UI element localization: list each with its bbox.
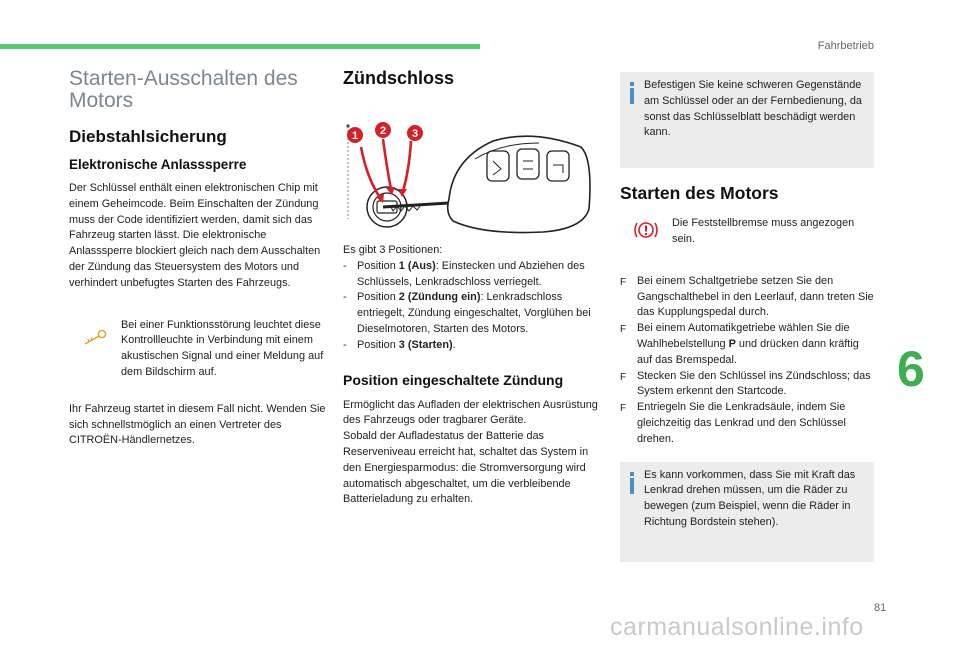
- subsection-ignition-on: Position eingeschaltete Zündung: [343, 371, 564, 388]
- start-steps-list: [620, 274, 874, 448]
- position-item: - Position 1 (Aus): Einstecken und Abziehen des Schlüssels, Lenkradschloss verriegelt.: [343, 259, 585, 288]
- column-ignition: [343, 68, 608, 508]
- page-number: 81: [874, 602, 887, 614]
- ignition-on-paragraph-2: Sobald der Aufladestatus der Batterie das Reserveniveau erreicht hat, schaltet das System in den Energiesparmodus: die Stromversorgung wird automatisch abgeschaltet, um die verbleibende Batterieladung zu erhalten.: [343, 430, 589, 506]
- parking-brake-icon: [620, 216, 672, 241]
- list-item: F Stecken Sie den Schlüssel ins Zündschloss; das System erkennt den Startcode.: [620, 369, 871, 398]
- info-key-weight-text: Befestigen Sie keine schweren Gegenstände am Schlüssel oder an der Fernbedienung, da sonst das Schlüsselblatt beschädigt werden kann.: [644, 79, 862, 139]
- page-title: Starten-Ausschalten des Motors: [69, 67, 298, 112]
- warning-lamp-text: Bei einer Funktionsstörung leuchtet diese Kontrollleuchte in Verbindung mit einem akustischen Signal und einer Meldung auf dem Bildschirm auf.: [121, 318, 324, 378]
- info-steering-force-text: Es kann vorkommen, dass Sie mit Kraft das Lenkrad drehen müssen, um die Räder zu bewegen (zum Beispiel, wenn die Räder in Richtung Bordstein stehen).: [644, 468, 856, 528]
- list-item: F Bei einem Automatikgetriebe wählen Sie die Wahlhebelstellung P und drücken dann kräftig auf das Bremspedal.: [620, 322, 859, 366]
- warning-lamp-note: [69, 318, 329, 381]
- subsection-immobiliser: Elektronische Anlasssperre: [69, 157, 247, 172]
- watermark: carmanualsonline.info: [610, 613, 864, 641]
- info-icon: [620, 468, 644, 531]
- ignition-on-paragraph-1: Ermöglicht das Aufladen der elektrischen Ausrüstung des Fahrzeugs oder tragbarer Geräte.: [343, 398, 598, 427]
- chapter-label: Fahrbetrieb: [817, 40, 874, 52]
- section-starting-engine: Starten des Motors: [620, 183, 779, 204]
- positions-list: [343, 259, 608, 354]
- position-item: - Position 3 (Starten).: [343, 338, 456, 351]
- figure-label-2: 2: [379, 125, 387, 137]
- position-item: - Position 2 (Zündung ein): Lenkradschloss entriegelt, Zündung eingeschaltet, Vorglühen bei Dieselmotoren, Starten des Motors.: [343, 291, 591, 335]
- figure-label-1: 1: [351, 130, 359, 142]
- info-box-key-weight: [620, 72, 874, 168]
- parking-brake-note: [620, 216, 874, 248]
- figure-label-3: 3: [411, 128, 419, 140]
- key-warning-icon: [69, 318, 121, 346]
- section-anti-theft: Diebstahlsicherung: [69, 127, 227, 146]
- header-accent-bar: [0, 44, 480, 49]
- parking-brake-text: Die Feststellbremse muss angezogen sein.: [672, 217, 855, 245]
- chapter-number: 6: [897, 341, 925, 397]
- info-icon: [620, 78, 644, 141]
- immobiliser-paragraph: Der Schlüssel enthält einen elektronischen Chip mit einem Geheimcode. Beim Einschalten der Zündung muss der Code identifiziert werden, damit sich das Fahrzeug starten lässt. Die elektronische Anlasssperre blockiert gleich nach dem Ausschalten der Zündung das Steuersystem des Motors und verhindert unbefugtes Starten des Fahrzeugs.: [69, 182, 321, 289]
- section-ignition-switch: Zündschloss: [343, 68, 455, 88]
- closing-paragraph: Ihr Fahrzeug startet in diesem Fall nicht. Wenden Sie sich schnellstmöglich an einen Vertreter des CITROËN-Händlernetzes.: [69, 402, 326, 447]
- list-item: F Bei einem Schaltgetriebe setzen Sie den Gangschalthebel in den Leerlauf, dann treten Sie das Kupplungspedal durch.: [620, 274, 874, 319]
- info-box-steering-force: [620, 462, 874, 562]
- column-engine-start: [620, 72, 874, 562]
- list-item: F Entriegeln Sie die Lenkradsäule, indem Sie gleichzeitig das Lenkrad und den Schlüssel drehen.: [620, 401, 846, 445]
- ignition-key-figure: [343, 99, 593, 234]
- column-starting: [69, 68, 329, 449]
- positions-intro: Es gibt 3 Positionen:: [343, 244, 443, 256]
